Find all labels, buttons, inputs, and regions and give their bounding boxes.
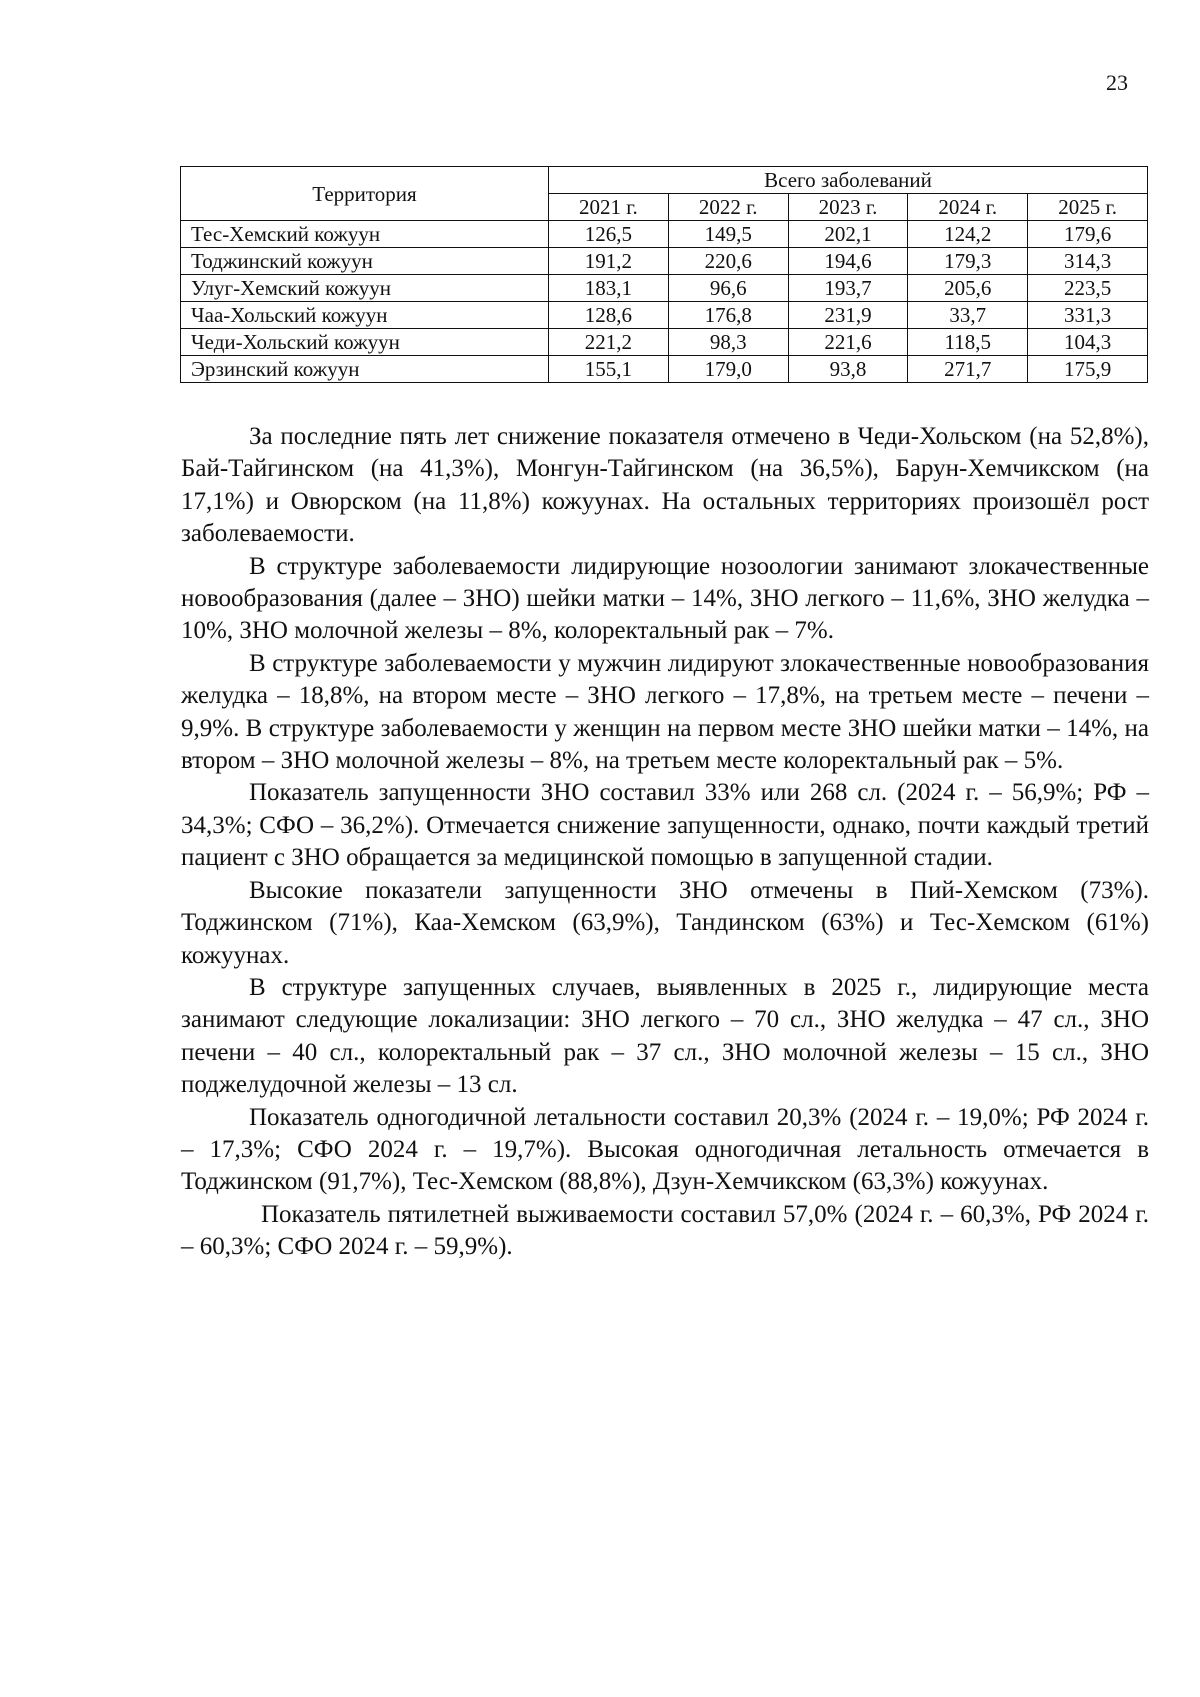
table-cell: 98,3 — [668, 329, 788, 356]
page-number: 23 — [1106, 70, 1128, 95]
table-row — [181, 248, 1148, 275]
paragraph: Показатель запущенности ЗНО составил 33% или 268 сл. (2024 г. – 56,9%; РФ – 34,3%; СФО – 36,2%). Отмечается снижение запущенности, однако, почти каждый третий пациент с ЗНО обращается за медицинской помощью в запущенной стадии. — [181, 779, 1149, 872]
table-cell: 331,3 — [1028, 302, 1148, 329]
table-cell: 33,7 — [908, 302, 1028, 329]
year-header: 2024 г. — [908, 194, 1028, 221]
territory-name: Тес-Хемский кожуун — [181, 221, 549, 248]
table-cell: 179,3 — [908, 248, 1028, 275]
table-cell: 149,5 — [668, 221, 788, 248]
table-row — [181, 329, 1148, 356]
table-cell: 118,5 — [908, 329, 1028, 356]
territory-name: Чеди-Хольский кожуун — [181, 329, 549, 356]
table-cell: 128,6 — [549, 302, 669, 329]
year-header: 2022 г. — [668, 194, 788, 221]
table-row — [181, 221, 1148, 248]
year-header: 2025 г. — [1028, 194, 1148, 221]
paragraph: В структуре заболеваемости у мужчин лидируют злокачественные новообразования желудка – 18,8%, на втором месте – ЗНО легкого – 17,8%, на третьем месте – печени – 9,9%. В структуре заболеваемости у женщин на первом месте ЗНО шейки матки – 14%, на втором – ЗНО молочной железы – 8%, на третьем месте колоректальный рак – 5%. — [181, 649, 1149, 775]
table-cell: 175,9 — [1028, 356, 1148, 383]
table-cell: 155,1 — [549, 356, 669, 383]
table-cell: 202,1 — [788, 221, 908, 248]
table-cell: 231,9 — [788, 302, 908, 329]
table-cell: 179,0 — [668, 356, 788, 383]
table-cell: 191,2 — [549, 248, 669, 275]
territory-header: Территория — [181, 167, 549, 221]
table-cell: 194,6 — [788, 248, 908, 275]
incidence-table — [180, 166, 1148, 383]
table-cell: 96,6 — [668, 275, 788, 302]
table-cell: 126,5 — [549, 221, 669, 248]
paragraph: Высокие показатели запущенности ЗНО отмечены в Пий-Хемском (73%). Тоджинском (71%), Каа-Хемском (63,9%), Тандинском (63%) и Тес-Хемском (61%) кожуунах. — [181, 876, 1149, 969]
table-cell: 221,2 — [549, 329, 669, 356]
table-row — [181, 275, 1148, 302]
table-cell: 193,7 — [788, 275, 908, 302]
paragraph: В структуре запущенных случаев, выявленных в 2025 г., лидирующие места занимают следующие локализации: ЗНО легкого – 70 сл., ЗНО желудка – 47 сл., ЗНО печени – 40 сл., колоректальный рак – 37 сл., ЗНО молочной железы – 15 сл., ЗНО поджелудочной железы – 13 сл. — [181, 973, 1149, 1099]
table-cell: 176,8 — [668, 302, 788, 329]
table-cell: 271,7 — [908, 356, 1028, 383]
paragraph: За последние пять лет снижение показателя отмечено в Чеди-Хольском (на 52,8%), Бай-Тайгинском (на 41,3%), Монгун-Тайгинском (на 36,5%), Барун-Хемчикском (на 17,1%) и Овюрском (на 11,8%) кожуунах. На остальных территориях произошёл рост заболеваемости. — [181, 423, 1149, 548]
table-header-row — [181, 167, 1148, 194]
table-cell: 93,8 — [788, 356, 908, 383]
paragraph: В структуре заболеваемости лидирующие нозоологии занимают злокачественные новообразования (далее – ЗНО) шейки матки – 14%, ЗНО легкого – 11,6%, ЗНО желудка – 10%, ЗНО молочной железы – 8%, колоректальный рак – 7%. — [181, 552, 1149, 645]
territory-name: Улуг-Хемский кожуун — [181, 275, 549, 302]
territory-name: Эрзинский кожуун — [181, 356, 549, 383]
body-text — [181, 421, 1149, 1264]
year-header: 2021 г. — [549, 194, 669, 221]
table-cell: 223,5 — [1028, 275, 1148, 302]
table-row — [181, 302, 1148, 329]
table-cell: 183,1 — [549, 275, 669, 302]
table-cell: 314,3 — [1028, 248, 1148, 275]
territory-name: Чаа-Хольский кожуун — [181, 302, 549, 329]
year-header: 2023 г. — [788, 194, 908, 221]
table-row — [181, 356, 1148, 383]
territory-name: Тоджинский кожуун — [181, 248, 549, 275]
table-cell: 221,6 — [788, 329, 908, 356]
table-cell: 124,2 — [908, 221, 1028, 248]
table-cell: 220,6 — [668, 248, 788, 275]
table-cell: 104,3 — [1028, 329, 1148, 356]
paragraph: Показатель пятилетней выживаемости составил 57,0% (2024 г. – 60,3%, РФ 2024 г. – 60,3%; СФО 2024 г. – 59,9%). — [181, 1200, 1149, 1261]
paragraph: Показатель одногодичной летальности составил 20,3% (2024 г. – 19,0%; РФ 2024 г. – 17,3%; СФО 2024 г. – 19,7%). Высокая одногодичная летальность отмечается в Тоджинском (91,7%), Тес-Хемском (88,8%), Дзун-Хемчикском (63,3%) кожуунах. — [181, 1103, 1149, 1196]
table-cell: 179,6 — [1028, 221, 1148, 248]
group-header: Всего заболеваний — [549, 167, 1148, 194]
table-cell: 205,6 — [908, 275, 1028, 302]
